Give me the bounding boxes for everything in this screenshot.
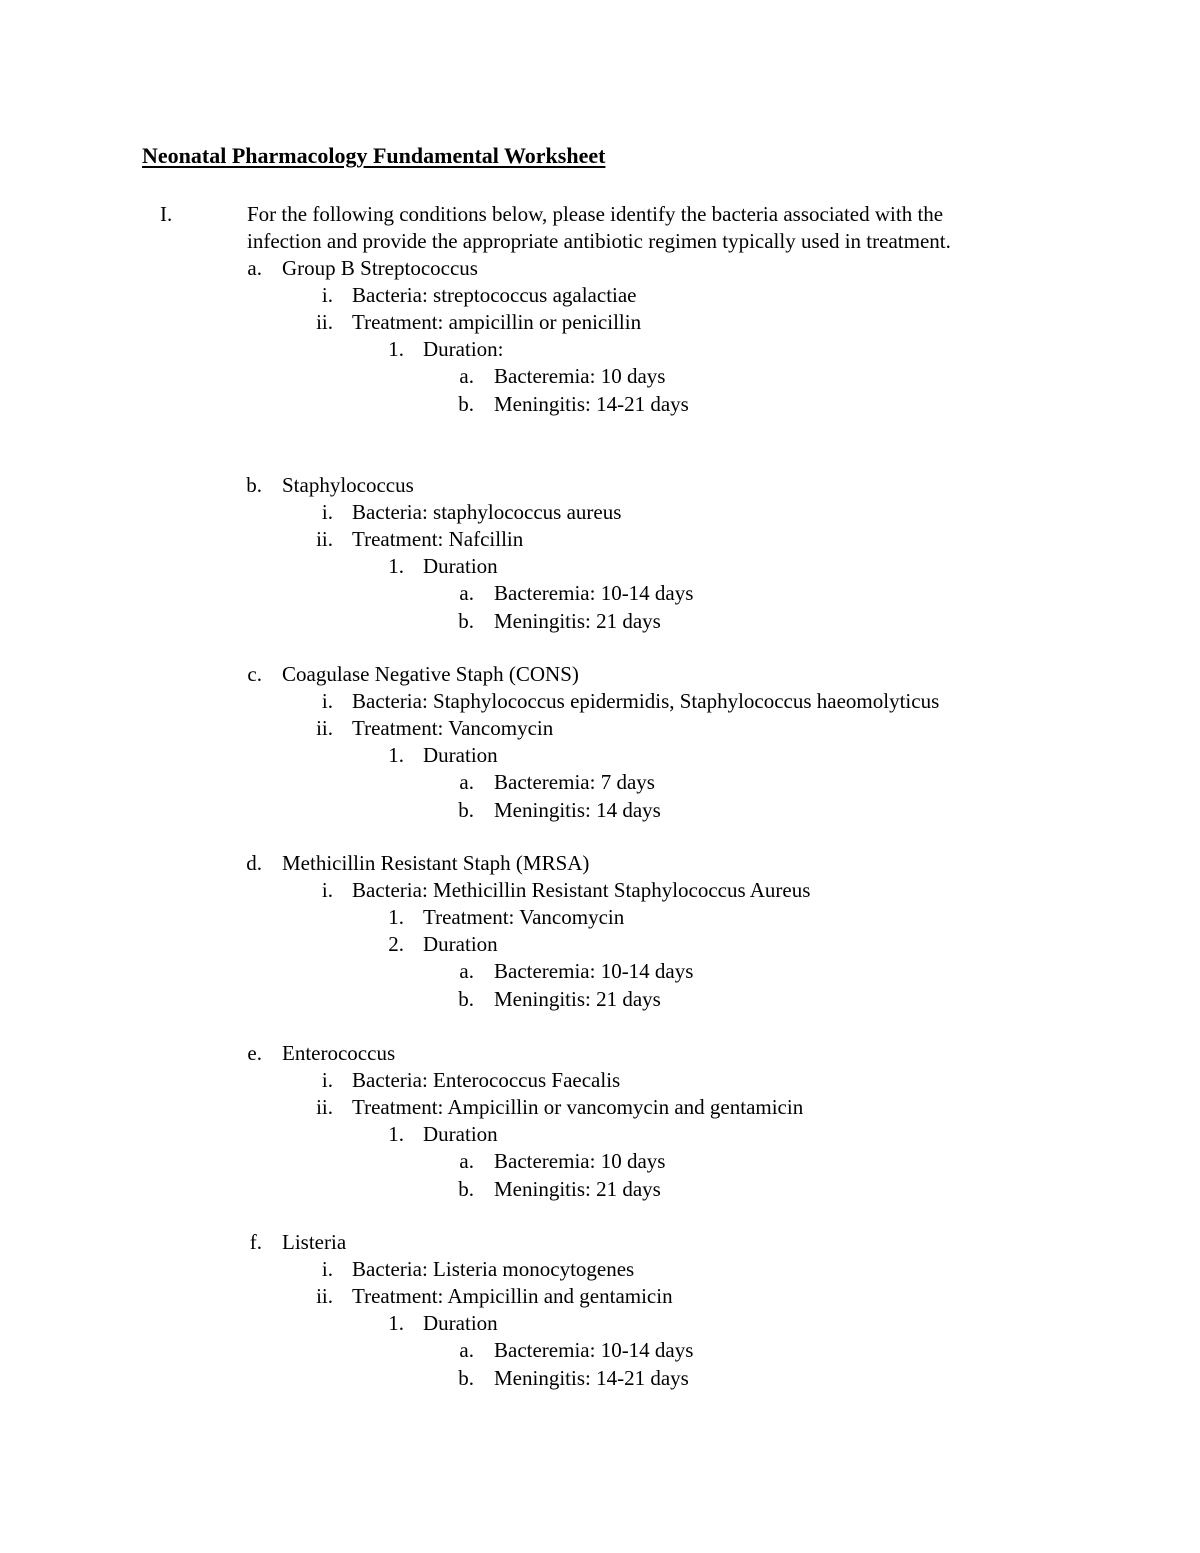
condition-name: Enterococcus (282, 1041, 396, 1065)
condition-bacteremia-marker: a. (459, 1149, 474, 1174)
condition-bacteria: Bacteria: staphylococcus aureus (352, 500, 622, 525)
condition-duration-marker: 1. (388, 1311, 404, 1336)
condition-bacteria: Bacteria: Methicillin Resistant Staphylococcus Aureus (352, 878, 811, 903)
condition-bacteria: Bacteria: Staphylococcus epidermidis, Staphylococcus haeomolyticus (352, 689, 940, 714)
condition-duration-marker: 2. (388, 932, 404, 957)
condition-name-marker: a. (247, 256, 262, 280)
condition-name: Methicillin Resistant Staph (MRSA) (282, 851, 590, 875)
condition-name: Coagulase Negative Staph (CONS) (282, 662, 579, 686)
condition-treatment: Treatment: Ampicillin and gentamicin (352, 1284, 673, 1309)
condition-meningitis-marker: b. (458, 1176, 474, 1201)
condition-meningitis: Meningitis: 14-21 days (494, 1365, 689, 1390)
condition-name: Staphylococcus (282, 473, 414, 497)
condition-name-marker: b. (246, 473, 262, 497)
condition-bacteremia: Bacteremia: 10-14 days (494, 959, 694, 984)
condition-bacteremia: Bacteremia: 10 days (494, 1149, 666, 1174)
condition-meningitis: Meningitis: 14 days (494, 797, 661, 822)
condition-meningitis: Meningitis: 14-21 days (494, 391, 689, 416)
condition-duration: Duration (423, 932, 498, 957)
condition-bacteremia-marker: a. (459, 364, 474, 389)
condition-duration-marker: 1. (388, 554, 404, 579)
condition-meningitis-marker: b. (458, 797, 474, 822)
condition-duration-marker: 1. (388, 1122, 404, 1147)
condition-name-marker: c. (247, 662, 262, 686)
condition-bacteremia-marker: a. (459, 770, 474, 795)
condition-treatment-marker: ii. (316, 310, 333, 335)
condition-duration: Duration (423, 1311, 498, 1336)
condition-treatment: Treatment: Vancomycin (352, 716, 554, 741)
condition-duration-marker: 1. (388, 743, 404, 768)
condition-bacteria-marker: i. (321, 1068, 333, 1093)
condition-bacteria-marker: i. (321, 500, 333, 525)
condition-treatment: Treatment: Ampicillin or vancomycin and gentamicin (352, 1095, 804, 1120)
condition-name-marker: d. (246, 851, 262, 875)
condition-meningitis-marker: b. (458, 391, 474, 416)
condition-bacteria-marker: i. (321, 283, 333, 308)
condition-meningitis-marker: b. (458, 608, 474, 633)
condition-name: Listeria (282, 1230, 347, 1254)
condition-bacteremia: Bacteremia: 7 days (494, 770, 655, 795)
condition-meningitis-marker: b. (458, 986, 474, 1011)
condition-bacteria-marker: i. (321, 1257, 333, 1282)
condition-treatment-marker: ii. (316, 716, 333, 741)
condition-treatment-marker: ii. (316, 527, 333, 552)
condition-treatment: Treatment: Vancomycin (423, 905, 625, 930)
condition-meningitis-marker: b. (458, 1365, 474, 1390)
condition-bacteremia: Bacteremia: 10-14 days (494, 1338, 694, 1363)
condition-meningitis: Meningitis: 21 days (494, 1176, 661, 1201)
condition-duration: Duration: (423, 337, 504, 362)
condition-treatment: Treatment: ampicillin or penicillin (352, 310, 642, 335)
condition-treatment-marker: ii. (316, 1284, 333, 1309)
condition-bacteria-marker: i. (321, 878, 333, 903)
section-intro-line-1: For the following conditions below, please identify the bacteria associated with the (247, 202, 944, 226)
condition-name-marker: f. (249, 1230, 262, 1254)
condition-name: Group B Streptococcus (282, 256, 478, 280)
condition-meningitis: Meningitis: 21 days (494, 608, 661, 633)
section-intro-line-2: infection and provide the appropriate antibiotic regimen typically used in treatment. (247, 229, 951, 253)
condition-name-marker: e. (247, 1041, 262, 1065)
condition-duration: Duration (423, 554, 498, 579)
condition-treatment: Treatment: Nafcillin (352, 527, 524, 552)
condition-bacteria: Bacteria: Enterococcus Faecalis (352, 1068, 621, 1093)
condition-bacteremia-marker: a. (459, 959, 474, 984)
condition-bacteremia-marker: a. (459, 1338, 474, 1363)
section-marker: I. (160, 202, 173, 226)
page-title: Neonatal Pharmacology Fundamental Worksheet (142, 143, 606, 168)
condition-treatment-marker: ii. (316, 1095, 333, 1120)
condition-bacteria: Bacteria: streptococcus agalactiae (352, 283, 637, 308)
condition-bacteria: Bacteria: Listeria monocytogenes (352, 1257, 635, 1282)
condition-duration: Duration (423, 743, 498, 768)
condition-duration-marker: 1. (388, 337, 404, 362)
condition-bacteremia: Bacteremia: 10-14 days (494, 581, 694, 606)
condition-treatment-marker: 1. (388, 905, 404, 930)
condition-meningitis: Meningitis: 21 days (494, 986, 661, 1011)
condition-duration: Duration (423, 1122, 498, 1147)
condition-bacteremia-marker: a. (459, 581, 474, 606)
condition-bacteria-marker: i. (321, 689, 333, 714)
condition-bacteremia: Bacteremia: 10 days (494, 364, 666, 389)
